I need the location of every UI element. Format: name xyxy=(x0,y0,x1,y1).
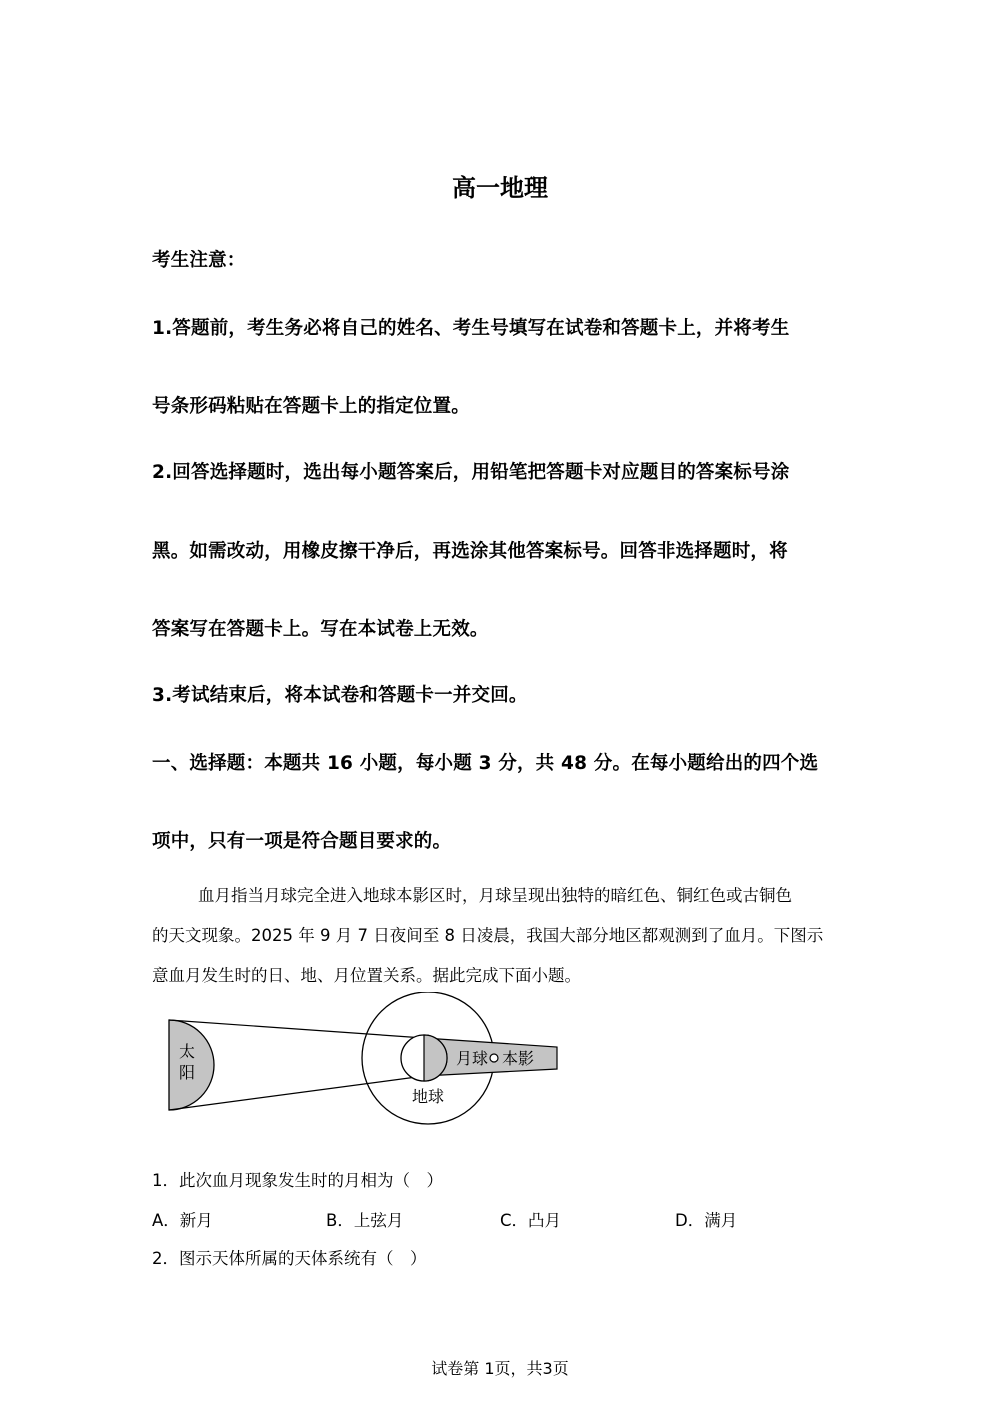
passage-line: 血月指当月球完全进入地球本影区时，月球呈现出独特的暗红色、铜红色或古铜色 xyxy=(198,886,792,905)
option-a: A．新月 xyxy=(152,1211,213,1230)
sun-label-1: 太 xyxy=(178,1042,196,1061)
earth-label: 地球 xyxy=(412,1087,445,1106)
notice-line: 3.考试结束后，将本试卷和答题卡一并交回。 xyxy=(152,685,528,706)
section-heading-line: 一、选择题：本题共 16 小题，每小题 3 分，共 48 分。在每小题给出的四个选 xyxy=(152,753,819,774)
page-footer: 试卷第 1页，共3页 xyxy=(431,1359,569,1378)
passage-line: 意血月发生时的日、地、月位置关系。据此完成下面小题。 xyxy=(152,966,581,985)
question-stem: 1．此次血月现象发生时的月相为（ ） xyxy=(152,1171,443,1190)
option-c: C．凸月 xyxy=(500,1211,562,1230)
umbra-label: 本影 xyxy=(502,1049,535,1068)
notice-line: 答案写在答题卡上。写在本试卷上无效。 xyxy=(152,619,489,640)
tangent-line-top xyxy=(169,1020,424,1038)
passage-line: 的天文现象。2025 年 9 月 7 日夜间至 8 日凌晨，我国大部分地区都观测到了血月。下图示 xyxy=(152,926,824,945)
notice-line: 1.答题前，考生务必将自己的姓名、考生号填写在试卷和答题卡上，并将考生 xyxy=(152,318,790,339)
moon-label: 月球 xyxy=(456,1049,489,1068)
option-d: D．满月 xyxy=(675,1211,738,1230)
sun-label-2: 阳 xyxy=(178,1063,196,1082)
notice-heading: 考生注意： xyxy=(152,250,246,271)
option-b: B．上弦月 xyxy=(326,1211,404,1230)
page-title: 高一地理 xyxy=(452,174,548,202)
moon-shape xyxy=(490,1054,498,1062)
sun-earth-moon-diagram xyxy=(162,992,572,1132)
notice-line: 2.回答选择题时，选出每小题答案后，用铅笔把答题卡对应题目的答案标号涂 xyxy=(152,462,790,483)
question-stem: 2．图示天体所属的天体系统有（ ） xyxy=(152,1249,427,1268)
section-heading-line: 项中，只有一项是符合题目要求的。 xyxy=(152,831,452,852)
notice-line: 号条形码粘贴在答题卡上的指定位置。 xyxy=(152,396,470,417)
notice-line: 黑。如需改动，用橡皮擦干净后，再选涂其他答案标号。回答非选择题时，将 xyxy=(152,541,788,562)
